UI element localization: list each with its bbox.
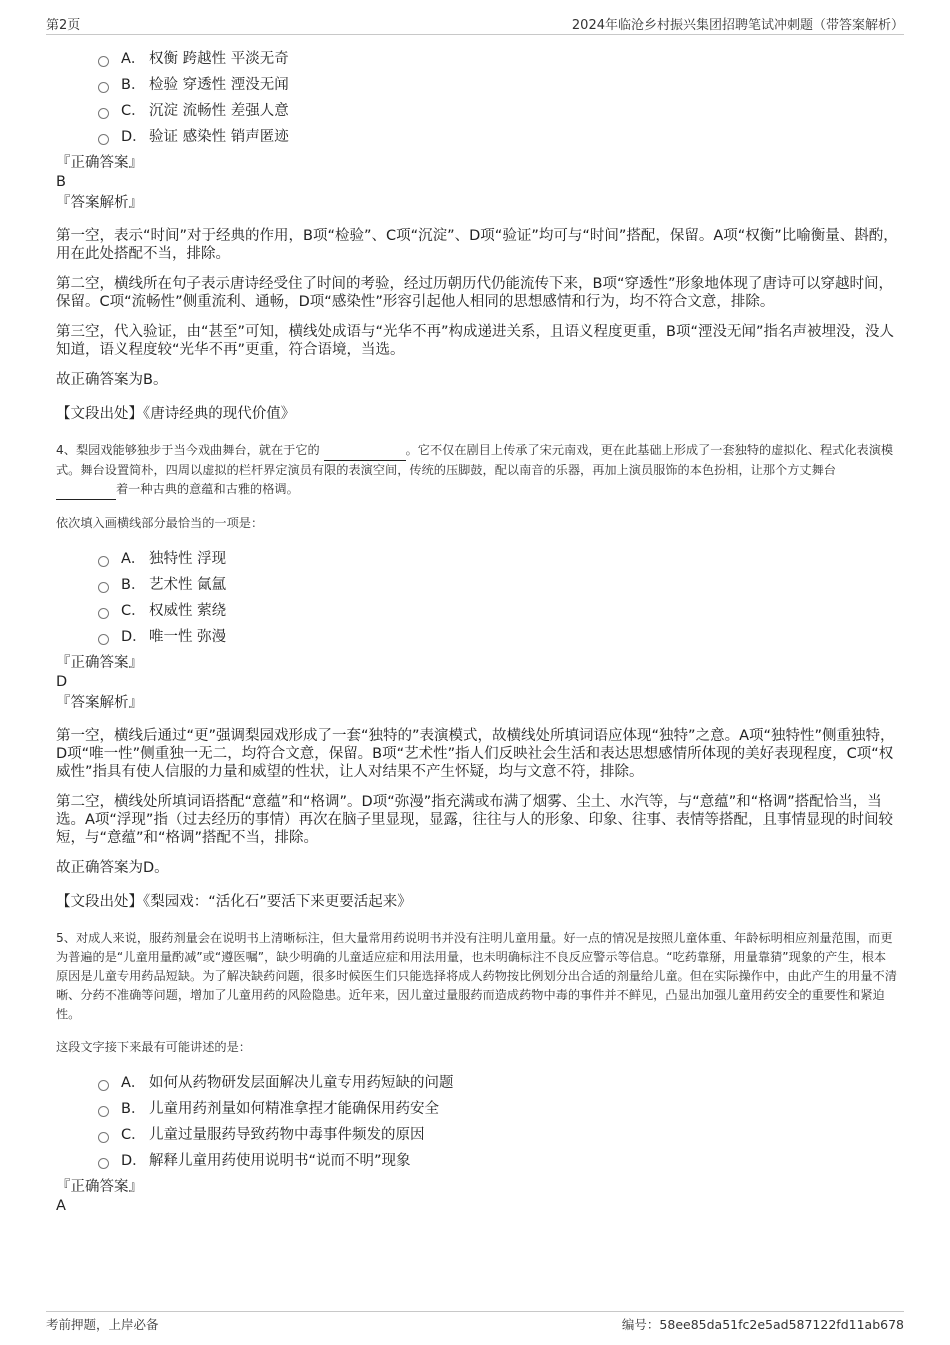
q4-analysis-label: 『答案解析』 [56, 695, 143, 711]
document-serial: 编号：58ee85da51fc2e5ad587122fd11ab678 [621, 1317, 904, 1332]
radio-icon[interactable] [98, 1106, 109, 1117]
q3-answer: B [56, 174, 66, 190]
footer-slogan: 考前押题，上岸必备 [46, 1317, 159, 1332]
q5-answer: A [56, 1198, 66, 1214]
q4-analysis-para-1: 第一空，横线后通过“更”强调梨园戏形成了一套“独特的”表演模式，故横线处所填词语应体现“独特”之意。A项“独特性”侧重独特，D项“唯一性”侧重独一无二，均符合文意，保留。B项“艺术性”指人们反映社会生活和表达思想感情所体现的美好表现程度，C项“权威性”指具有使人信服的力量和威望的性状，让人对结果不产生怀疑，均与文意不符，排除。 [56, 728, 895, 780]
q4-option-d[interactable]: D． 唯一性 弥漫 [98, 624, 898, 650]
q4-prompt: 依次填入画横线部分最恰当的一项是： [56, 516, 264, 530]
q4-stem: 4、梨园戏能够独步于当今戏曲舞台，就在于它的 。它不仅在剧目上传承了宋元南戏，更在此基础上形成了一套独特的虚拟化、程式化表演模式。舞台设置简朴，四周以虚拟的栏杆界定演员有限的表演空间，传统的压脚鼓，配以南音的乐器，再加上演员服饰的本色扮相，让那个方丈舞台 着一种古典的意蕴和古雅的格调。 [56, 441, 898, 500]
radio-icon[interactable] [98, 582, 109, 593]
radio-icon[interactable] [98, 108, 109, 119]
q5-option-a[interactable]: A． 如何从药物研发层面解决儿童专用药短缺的问题 [98, 1070, 898, 1096]
q3-analysis-para-1: 第一空，表示“时间”对于经典的作用，B项“检验”、C项“沉淀”、D项“验证”均可与“时间”搭配，保留。A项“权衡”比喻衡量、斟酌，用在此处搭配不当，排除。 [56, 228, 898, 262]
q5-correct-label: 『正确答案』 [56, 1179, 143, 1195]
q5-options [98, 1070, 898, 1174]
radio-icon[interactable] [98, 82, 109, 93]
q4-options [98, 546, 898, 650]
q3-source: 【文段出处】《唐诗经典的现代价值》 [56, 406, 296, 422]
q3-correct-label: 『正确答案』 [56, 155, 143, 171]
document-title: 2024年临沧乡村振兴集团招聘笔试冲刺题（带答案解析） [571, 18, 904, 33]
q5-option-b[interactable]: B． 儿童用药剂量如何精准拿捏才能确保用药安全 [98, 1096, 898, 1122]
q3-option-a[interactable]: A． 权衡 跨越性 平淡无奇 [98, 46, 898, 72]
page-header [46, 12, 904, 35]
q5-prompt: 这段文字接下来最有可能讲述的是： [56, 1040, 251, 1054]
q3-option-d[interactable]: D． 验证 感染性 销声匿迹 [98, 124, 898, 150]
document-body [56, 46, 898, 1216]
radio-icon[interactable] [98, 56, 109, 67]
q3-analysis-para-3: 第三空，代入验证，由“甚至”可知，横线处成语与“光华不再”构成递进关系，且语义程度更重，B项“湮没无闻”指名声被埋没，没人知道，语义程度较“光华不再”更重，符合语境，当选。 [56, 324, 895, 358]
q3-options [98, 46, 898, 150]
q4-option-c[interactable]: C． 权威性 萦绕 [98, 598, 898, 624]
q4-correct-label: 『正确答案』 [56, 655, 143, 671]
q3-analysis-label: 『答案解析』 [56, 195, 143, 211]
radio-icon[interactable] [98, 1132, 109, 1143]
q4-answer: D [56, 674, 68, 690]
blank-line [56, 480, 116, 500]
radio-icon[interactable] [98, 134, 109, 145]
radio-icon[interactable] [98, 556, 109, 567]
page-footer [46, 1311, 904, 1336]
q4-conclusion: 故正确答案为D。 [56, 860, 169, 876]
q4-option-b[interactable]: B． 艺术性 氤氲 [98, 572, 898, 598]
radio-icon[interactable] [98, 1158, 109, 1169]
q5-stem: 5、对成人来说，服药剂量会在说明书上清晰标注，但大量常用药说明书并没有注明儿童用量。好一点的情况是按照儿童体重、年龄标明相应剂量范围，而更为普遍的是“儿童用量酌减”或“遵医嘱”，缺少明确的儿童适应症和用法用量，也未明确标注不良反应警示等信息。“吃药靠掰，用量靠猜”现象的产生，根本原因是儿童专用药品短缺。为了解决缺药问题，很多时候医生们只能选择将成人药物按比例划分出合适的剂量给儿童。但在实际操作中，由此产生的用量不清晰、分药不准确等问题，增加了儿童用药的风险隐患。近年来，因儿童过量服药而造成药物中毒的事件并不鲜见，凸显出加强儿童用药安全的重要性和紧迫性。 [56, 931, 897, 1021]
q4-option-a[interactable]: A． 独特性 浮现 [98, 546, 898, 572]
q4-source: 【文段出处】《梨园戏：“活化石”要活下来更要活起来》 [56, 894, 412, 910]
page-number: 第2页 [46, 18, 81, 33]
q3-conclusion: 故正确答案为B。 [56, 372, 168, 388]
q3-option-b[interactable]: B． 检验 穿透性 湮没无闻 [98, 72, 898, 98]
q4-analysis-para-2: 第二空，横线处所填词语搭配“意蕴”和“格调”。D项“弥漫”指充满或布满了烟雾、尘土、水汽等，与“意蕴”和“格调”搭配恰当，当选。A项“浮现”指（过去经历的事情）再次在脑子里显现，显露，往往与人的形象、印象、往事、表情等搭配，且事情显现的时间较短，与“意蕴”和“格调”搭配不当，排除。 [56, 794, 893, 846]
blank-line [324, 441, 406, 461]
q3-analysis-para-2: 第二空，横线所在句子表示唐诗经受住了时间的考验，经过历朝历代仍能流传下来，B项“穿透性”形象地体现了唐诗可以穿越时间，保留。C项“流畅性”侧重流利、通畅，D项“感染性”形容引起他人相同的思想感情和行为，均不符合文意，排除。 [56, 276, 893, 310]
radio-icon[interactable] [98, 634, 109, 645]
q5-option-c[interactable]: C． 儿童过量服药导致药物中毒事件频发的原因 [98, 1122, 898, 1148]
q5-option-d[interactable]: D． 解释儿童用药使用说明书“说而不明”现象 [98, 1148, 898, 1174]
radio-icon[interactable] [98, 608, 109, 619]
radio-icon[interactable] [98, 1080, 109, 1091]
q3-option-c[interactable]: C． 沉淀 流畅性 差强人意 [98, 98, 898, 124]
